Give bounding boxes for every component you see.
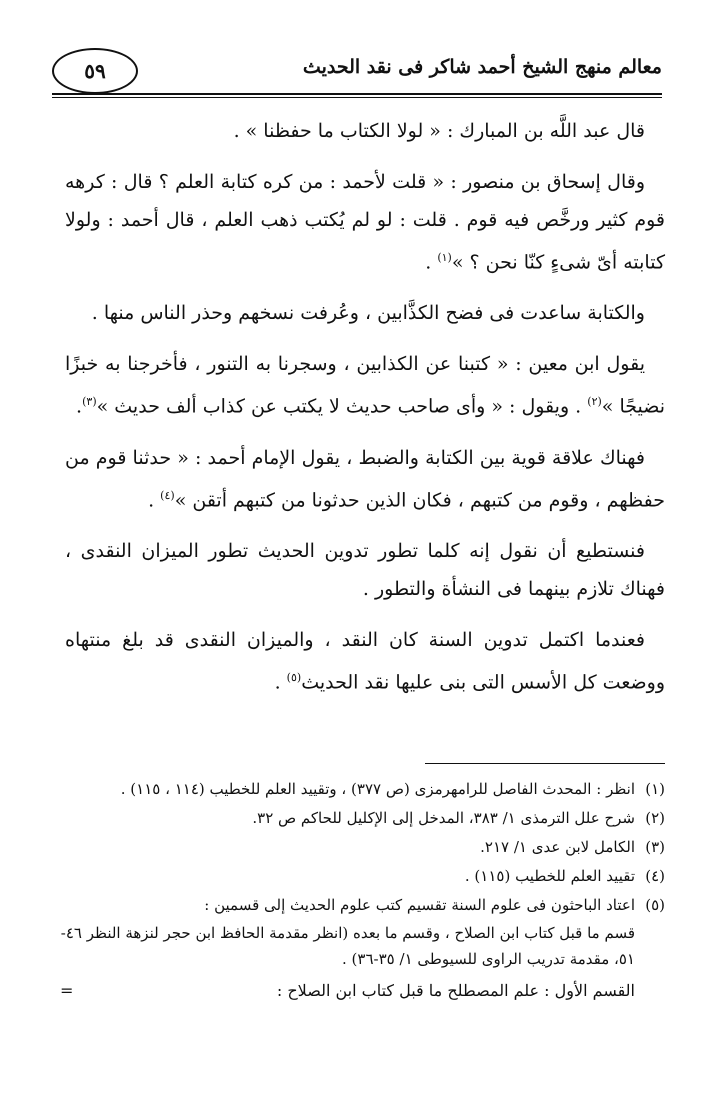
- footnote-marker[interactable]: (٤): [160, 488, 175, 502]
- paragraph: يقول ابن معين : « كتبنا عن الكذابين ، وسجرنا به التنور ، فأخرجنا به خبزًا نضيجًا »$^{(٢)}$ . ويقول : « وأى صاحب حديث لا يكتب عن كذاب ألف حديث »$^{(٣)}$.: [65, 353, 665, 418]
- footnote-number: (٣): [645, 838, 665, 856]
- page-number: ٥٩: [84, 59, 106, 83]
- paragraph: فعندما اكتمل تدوين السنة كان النقد ، والميزان النقدى قد بلغ منتهاه ووضعت كل الأسس التى بنى عليها نقد الحديث$^{(٥)}$ .: [65, 628, 665, 694]
- footnote-text: الكامل لابن عدى ١/ ٢١٧.: [480, 838, 635, 856]
- footnote-number: (٥): [645, 896, 665, 914]
- main-text: [65, 112, 665, 714]
- footnote-number: (١): [645, 780, 665, 798]
- header-rule: [52, 93, 662, 95]
- paragraph: وقال إسحاق بن منصور : « قلت لأحمد : من كره كتابة العلم ؟ قال : كرهه قوم كثير ورخَّص فيه قوم . قلت : لو لم يُكتب ذهب العلم ، قال أحمد : ولولا كتابته أىّ شىءٍ كنّا نحن ؟ »$^{(١)}$ .: [65, 171, 665, 274]
- footnote-last-text: القسم الأول : علم المصطلح ما قبل كتاب ابن الصلاح :: [276, 981, 635, 1000]
- footnote: [60, 833, 665, 862]
- continuation-mark: =: [60, 981, 74, 1000]
- footnote-separator: [425, 763, 665, 764]
- footnote: [60, 891, 665, 920]
- footnote: [60, 862, 665, 891]
- footnote-last-line: [60, 976, 665, 1005]
- running-header: [52, 48, 662, 98]
- footnote-continuation: قسم ما قبل كتاب ابن الصلاح ، وقسم ما بعده (انظر مقدمة الحافظ ابن حجر لنزهة النظر ٤٦- ٥١، مقدمة تدريب الراوى للسيوطى ١/ ٣٥-٣٦) .: [60, 924, 635, 968]
- footnote-text: اعتاد الباحثون فى علوم السنة تقسيم كتب علوم الحديث إلى قسمين :: [204, 896, 635, 914]
- header-rule-thin: [52, 97, 662, 98]
- paragraph: فهناك علاقة قوية بين الكتابة والضبط ، يقول الإمام أحمد : « حدثنا قوم من حفظهم ، وقوم من كتبهم ، فكان الذين حدثونا من كتبهم أتقن »$^{(٤)}$ .: [65, 446, 665, 511]
- header-title: معالم منهج الشيخ أحمد شاكر فى نقد الحديث: [302, 56, 662, 78]
- footnote-number: (٤): [645, 867, 665, 885]
- footnote-text: انظر : المحدث الفاصل للرامهرمزى (ص ٣٧٧) ، وتقييد العلم للخطيب (١١٤ ، ١١٥) .: [120, 780, 635, 798]
- footnote-marker[interactable]: (٢): [587, 395, 602, 409]
- footnote-text: تقييد العلم للخطيب (١١٥) .: [464, 867, 635, 885]
- footnote: [60, 804, 665, 833]
- page-number-oval: [52, 48, 138, 94]
- footnote-marker[interactable]: (٣): [82, 395, 97, 409]
- footnote-marker[interactable]: (١): [437, 251, 452, 264]
- footnotes: [60, 775, 665, 1005]
- footnote-number: (٢): [645, 809, 665, 827]
- paragraph: فنستطيع أن نقول إنه كلما تطور تدوين الحديث تطور الميزان النقدى ، فهناك تلازم بينهما فى النشأة والتطور .: [65, 539, 665, 600]
- footnote-text: شرح علل الترمذى ١/ ٣٨٣، المدخل إلى الإكليل للحاكم ص ٣٢.: [252, 809, 635, 827]
- footnote: [60, 775, 665, 804]
- paragraph: والكتابة ساعدت فى فضح الكذَّابين ، وعُرفت نسخهم وحذر الناس منها .: [91, 302, 645, 325]
- paragraph: قال عبد اللَّه بن المبارك : « لولا الكتاب ما حفظنا » .: [233, 120, 645, 142]
- footnote-marker[interactable]: (٥): [286, 670, 302, 684]
